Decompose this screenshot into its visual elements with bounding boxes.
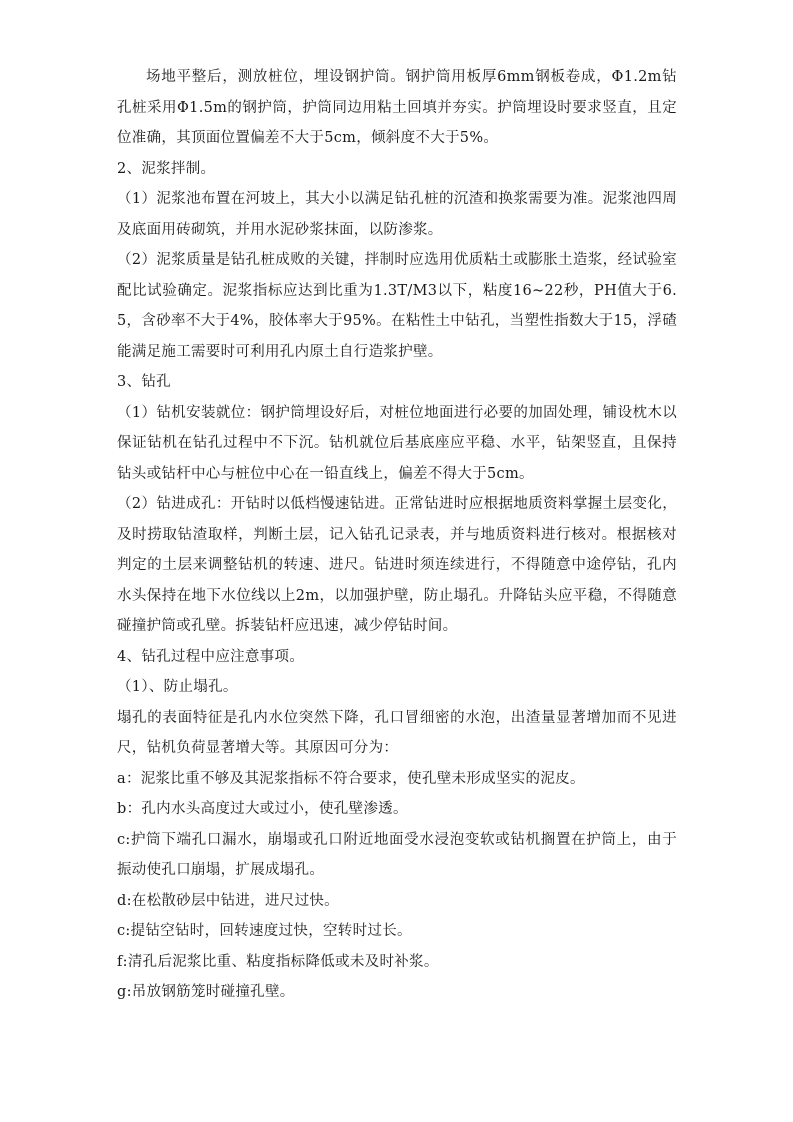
list-item-cause-f: f:清孔后泥浆比重、粘度指标降低或未及时补浆。	[117, 953, 439, 970]
list-item-cause-a: a：泥浆比重不够及其泥浆指标不符合要求，使孔壁未形成坚实的泥皮。	[117, 770, 585, 787]
list-item-cause-c: c:护筒下端孔口漏水，崩塌或孔口附近地面受水浸泡变软或钻机搁置在护筒上，由于振动使孔口崩塌，扩展成塌孔。	[117, 831, 677, 878]
heading-mud-mixing: 2、泥浆拌制。	[117, 160, 216, 177]
paragraph-collapse-features: 塌孔的表面特征是孔内水位突然下降，孔口冒细密的水泡，出渣量显著增加而不见进尺，钻机负荷显著增大等。其原因可分为：	[117, 709, 677, 756]
paragraph-casing-installation: 场地平整后，测放桩位，埋设钢护筒。钢护筒用板厚6mm钢板卷成，Φ1.2m钻孔桩采用Φ1.5m的钢护筒，护筒同边用粘土回填并夯实。护筒埋设时要求竖直，且定位准确，其顶面位置偏差不大于5cm，倾斜度不大于5%。	[117, 69, 677, 146]
paragraph-drilling-process: （2）钻进成孔：开钻时以低档慢速钻进。正常钻进时应根据地质资料掌握土层变化，及时捞取钻渣取样，判断土层，记入钻孔记录表，并与地质资料进行核对。根据核对判定的土层来调整钻机的转速、进尺。钻进时须连续进行，不得随意中途停钻，孔内水头保持在地下水位线以上2m，以加强护壁，防止塌孔。升降钻头应平稳，不得随意碰撞护筒或孔壁。拆装钻杆应迅速，减少停钻时间。	[117, 496, 677, 634]
paragraph-rig-installation: （1）钻机安装就位：钢护筒埋设好后，对桩位地面进行必要的加固处理，铺设枕木以保证钻机在钻孔过程中不下沉。钻机就位后基底座应平稳、水平，钻架竖直，且保持钻头或钻杆中心与桩位中心在一铅直线上，偏差不得大于5cm。	[117, 404, 677, 482]
heading-drilling: 3、钻孔	[117, 374, 171, 390]
list-item-cause-d: d:在松散砂层中钻进，进尺过快。	[117, 892, 339, 909]
list-item-cause-e: c:提钻空钻时，回转速度过快，空转时过长。	[117, 923, 412, 939]
subheading-prevent-collapse: （1）、防止塌孔。	[117, 679, 238, 695]
list-item-cause-g: g:吊放钢筋笼时碰撞孔壁。	[117, 984, 295, 1000]
list-item-cause-b: b：孔内水头高度过大或过小，使孔壁渗透。	[117, 801, 408, 817]
document-page	[117, 62, 677, 1008]
paragraph-mud-quality: （2）泥浆质量是钻孔桩成败的关键，拌制时应选用优质粘土或膨胀土造浆，经试验室配比试验确定。泥浆指标应达到比重为1.3T/M3以下，粘度16~22秒，PH值大于6.5，含砂率不大于4%，胶体率大于95%。在粘性土中钻孔，当塑性指数大于15，浮碴能满足施工需要时可利用孔内原土自行造浆护壁。	[117, 252, 677, 360]
paragraph-mud-pit: （1）泥浆池布置在河坡上，其大小以满足钻孔桩的沉渣和换浆需要为准。泥浆池四周及底面用砖砌筑，并用水泥砂浆抹面，以防渗浆。	[117, 191, 677, 238]
heading-drilling-precautions: 4、钻孔过程中应注意事项。	[117, 648, 305, 665]
